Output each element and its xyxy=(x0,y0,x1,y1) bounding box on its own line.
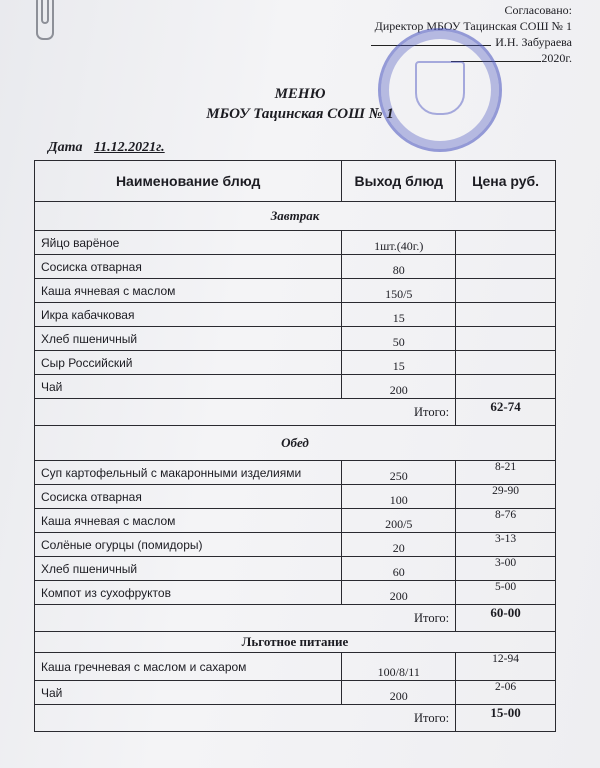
total-value: 60-00 xyxy=(456,605,556,632)
table-row xyxy=(35,557,556,581)
dish-output: 200 xyxy=(342,581,456,605)
section-title: Завтрак xyxy=(35,202,556,231)
approval-director: Директор МБОУ Тацинская СОШ № 1 xyxy=(374,19,572,33)
dish-price: 3-13 xyxy=(456,533,556,557)
dish-name: Чай xyxy=(35,375,342,399)
total-row xyxy=(35,399,556,426)
dish-price xyxy=(456,375,556,399)
table-row xyxy=(35,533,556,557)
dish-price xyxy=(456,351,556,375)
approval-label: Согласовано: xyxy=(504,3,572,17)
dish-output: 200 xyxy=(342,681,456,705)
total-row xyxy=(35,705,556,732)
section-breakfast xyxy=(35,202,556,231)
table-row xyxy=(35,653,556,681)
approval-year: 2020г. xyxy=(541,51,572,65)
dish-name: Суп картофельный с макаронными изделиями xyxy=(35,461,342,485)
dish-output: 50 xyxy=(342,327,456,351)
section-title: Обед xyxy=(35,426,556,461)
table-row xyxy=(35,681,556,705)
dish-name: Солёные огурцы (помидоры) xyxy=(35,533,342,557)
table-row xyxy=(35,509,556,533)
dish-price: 8-76 xyxy=(456,509,556,533)
total-value: 62-74 xyxy=(456,399,556,426)
table-row xyxy=(35,303,556,327)
dish-price xyxy=(456,303,556,327)
dish-output: 150/5 xyxy=(342,279,456,303)
table-row xyxy=(35,581,556,605)
dish-output: 1шт.(40г.) xyxy=(342,231,456,255)
dish-price: 2-06 xyxy=(456,681,556,705)
dish-name: Сосиска отварная xyxy=(35,485,342,509)
dish-price: 12-94 xyxy=(456,653,556,681)
dish-name: Каша ячневая с маслом xyxy=(35,279,342,303)
dish-price: 5-00 xyxy=(456,581,556,605)
total-label: Итого: xyxy=(35,399,456,426)
table-row xyxy=(35,279,556,303)
table-row xyxy=(35,231,556,255)
dish-name: Яйцо варёное xyxy=(35,231,342,255)
dish-output: 100 xyxy=(342,485,456,509)
dish-name: Чай xyxy=(35,681,342,705)
dish-output: 200 xyxy=(342,375,456,399)
dish-output: 20 xyxy=(342,533,456,557)
section-title: Льготное питание xyxy=(35,632,556,653)
date-line xyxy=(48,140,165,156)
table-row xyxy=(35,255,556,279)
col-name-header: Наименование блюд xyxy=(35,161,342,202)
dish-output: 15 xyxy=(342,351,456,375)
dish-name: Каша ячневая с маслом xyxy=(35,509,342,533)
dish-price: 29-90 xyxy=(456,485,556,509)
table-row xyxy=(35,327,556,351)
total-row xyxy=(35,605,556,632)
dish-name: Компот из сухофруктов xyxy=(35,581,342,605)
dish-output: 15 xyxy=(342,303,456,327)
dish-name: Хлеб пшеничный xyxy=(35,557,342,581)
date-label: Дата xyxy=(48,140,83,155)
dish-name: Икра кабачковая xyxy=(35,303,342,327)
dish-price xyxy=(456,255,556,279)
menu-title: МЕНЮ xyxy=(274,86,326,102)
dish-price xyxy=(456,231,556,255)
total-label: Итого: xyxy=(35,705,456,732)
section-lunch xyxy=(35,426,556,461)
table-row xyxy=(35,375,556,399)
approval-name: И.Н. Забураева xyxy=(495,35,572,49)
dish-output: 80 xyxy=(342,255,456,279)
table-row xyxy=(35,351,556,375)
col-price-header: Цена руб. xyxy=(456,161,556,202)
school-name: МБОУ Тацинская СОШ № 1 xyxy=(206,106,394,122)
menu-table xyxy=(34,160,556,732)
dish-price: 3-00 xyxy=(456,557,556,581)
table-row xyxy=(35,485,556,509)
paper-clip xyxy=(36,0,54,40)
date-value: 11.12.2021г. xyxy=(93,140,165,155)
dish-output: 100/8/11 xyxy=(342,653,456,681)
dish-name: Каша гречневая с маслом и сахаром xyxy=(35,653,342,681)
dish-price xyxy=(456,279,556,303)
dish-price: 8-21 xyxy=(456,461,556,485)
dish-name: Хлеб пшеничный xyxy=(35,327,342,351)
table-row xyxy=(35,461,556,485)
dish-output: 200/5 xyxy=(342,509,456,533)
dish-name: Сосиска отварная xyxy=(35,255,342,279)
table-header xyxy=(35,161,556,202)
col-output-header: Выход блюд xyxy=(342,161,456,202)
dish-name: Сыр Российский xyxy=(35,351,342,375)
total-label: Итого: xyxy=(35,605,456,632)
dish-output: 60 xyxy=(342,557,456,581)
section-preferential xyxy=(35,632,556,653)
dish-output: 250 xyxy=(342,461,456,485)
total-value: 15-00 xyxy=(456,705,556,732)
dish-price xyxy=(456,327,556,351)
